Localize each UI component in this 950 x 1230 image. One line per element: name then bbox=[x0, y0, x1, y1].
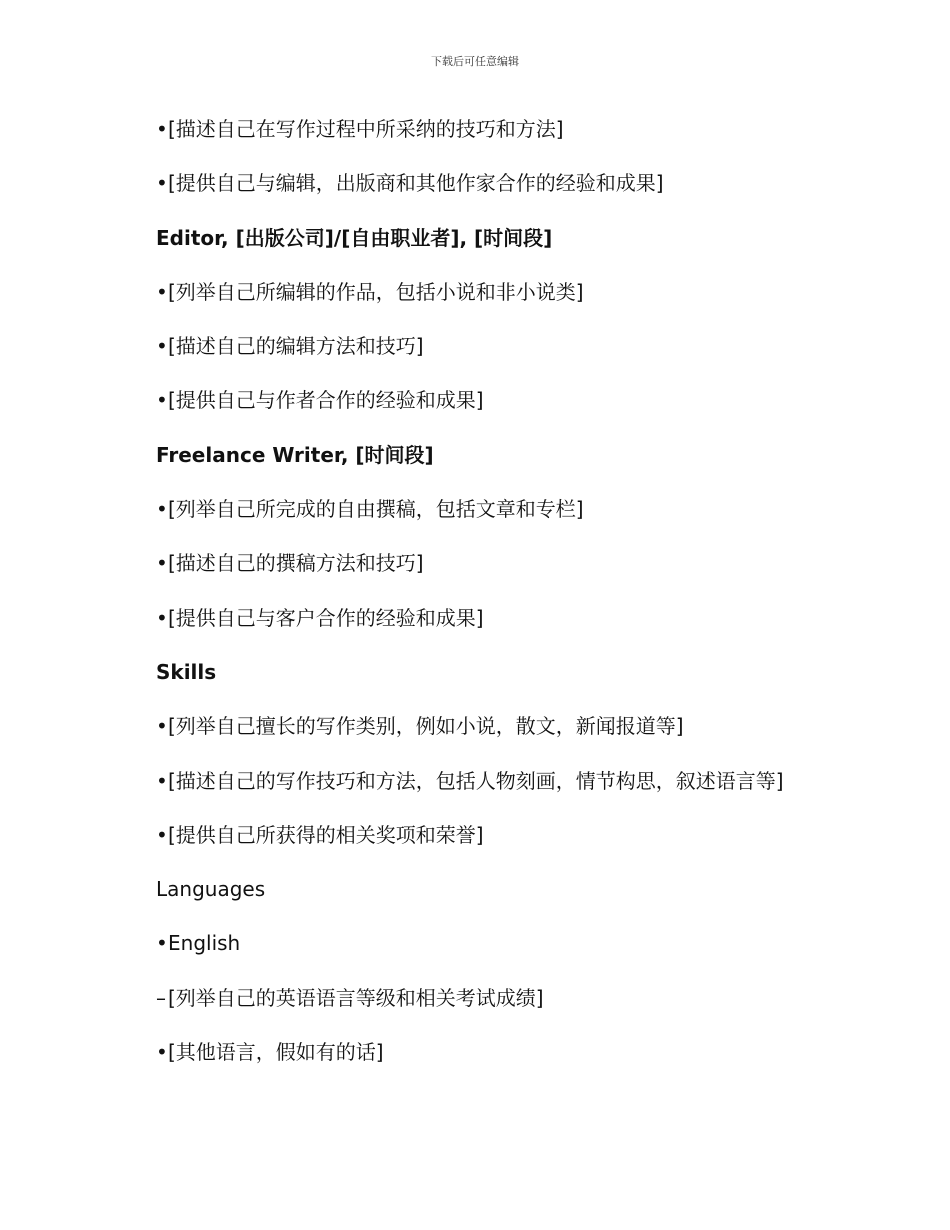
section-heading-freelance-writer: Freelance Writer, [时间段] bbox=[156, 442, 434, 467]
bullet-marker: • bbox=[156, 117, 168, 141]
bullet-marker: • bbox=[156, 334, 168, 359]
list-item-text: [列举自己的英语语言等级和相关考试成绩] bbox=[168, 985, 544, 1010]
list-item bbox=[156, 1033, 876, 1087]
section-heading-editor: Editor, [出版公司]/[自由职业者], [时间段] bbox=[156, 225, 553, 250]
bullet-marker: • bbox=[156, 171, 168, 196]
bullet-marker: • bbox=[156, 388, 168, 413]
bullet-marker: • bbox=[156, 279, 168, 304]
bullet-marker: • bbox=[156, 931, 168, 956]
list-item-text: English bbox=[168, 931, 241, 956]
list-item-text: [提供自己与客户合作的经验和成果] bbox=[168, 605, 484, 630]
list-item bbox=[156, 599, 876, 653]
list-item-text: [描述自己在写作过程中所采纳的技巧和方法] bbox=[168, 117, 564, 141]
bullet-marker: • bbox=[156, 822, 168, 847]
list-item-text: [提供自己与编辑，出版商和其他作家合作的经验和成果] bbox=[168, 171, 664, 196]
bullet-marker: • bbox=[156, 714, 168, 739]
list-item bbox=[156, 924, 876, 978]
list-item bbox=[156, 816, 876, 870]
bullet-marker: • bbox=[156, 605, 168, 630]
dash-marker: – bbox=[156, 985, 166, 1010]
list-item-text: [列举自己所编辑的作品，包括小说和非小说类] bbox=[168, 279, 584, 304]
list-item-text: [描述自己的编辑方法和技巧] bbox=[168, 334, 424, 359]
list-item bbox=[156, 164, 876, 218]
bullet-marker: • bbox=[156, 551, 168, 576]
document-body bbox=[156, 110, 876, 1087]
section-heading-skills: Skills bbox=[156, 659, 217, 684]
list-item bbox=[156, 979, 876, 1033]
list-item-text: [其他语言，假如有的话] bbox=[168, 1040, 384, 1065]
list-item-text: [提供自己所获得的相关奖项和荣誉] bbox=[168, 822, 484, 847]
list-item bbox=[156, 327, 876, 381]
page-header: 下载后可任意编辑 bbox=[431, 55, 519, 68]
bullet-marker: • bbox=[156, 1040, 168, 1065]
list-item-text: [描述自己的写作技巧和方法，包括人物刻画，情节构思，叙述语言等] bbox=[168, 768, 784, 793]
list-item bbox=[156, 490, 876, 544]
list-item-text: [提供自己与作者合作的经验和成果] bbox=[168, 388, 484, 413]
list-item bbox=[156, 762, 876, 816]
section-heading-languages: Languages bbox=[156, 877, 266, 902]
list-item bbox=[156, 273, 876, 327]
list-item-text: [列举自己擅长的写作类别，例如小说，散文，新闻报道等] bbox=[168, 714, 684, 739]
bullet-marker: • bbox=[156, 497, 168, 522]
list-item bbox=[156, 707, 876, 761]
list-item bbox=[156, 110, 876, 164]
list-item bbox=[156, 544, 876, 598]
list-item-text: [列举自己所完成的自由撰稿，包括文章和专栏] bbox=[168, 497, 584, 522]
list-item-text: [描述自己的撰稿方法和技巧] bbox=[168, 551, 424, 576]
bullet-marker: • bbox=[156, 768, 168, 793]
list-item bbox=[156, 381, 876, 435]
